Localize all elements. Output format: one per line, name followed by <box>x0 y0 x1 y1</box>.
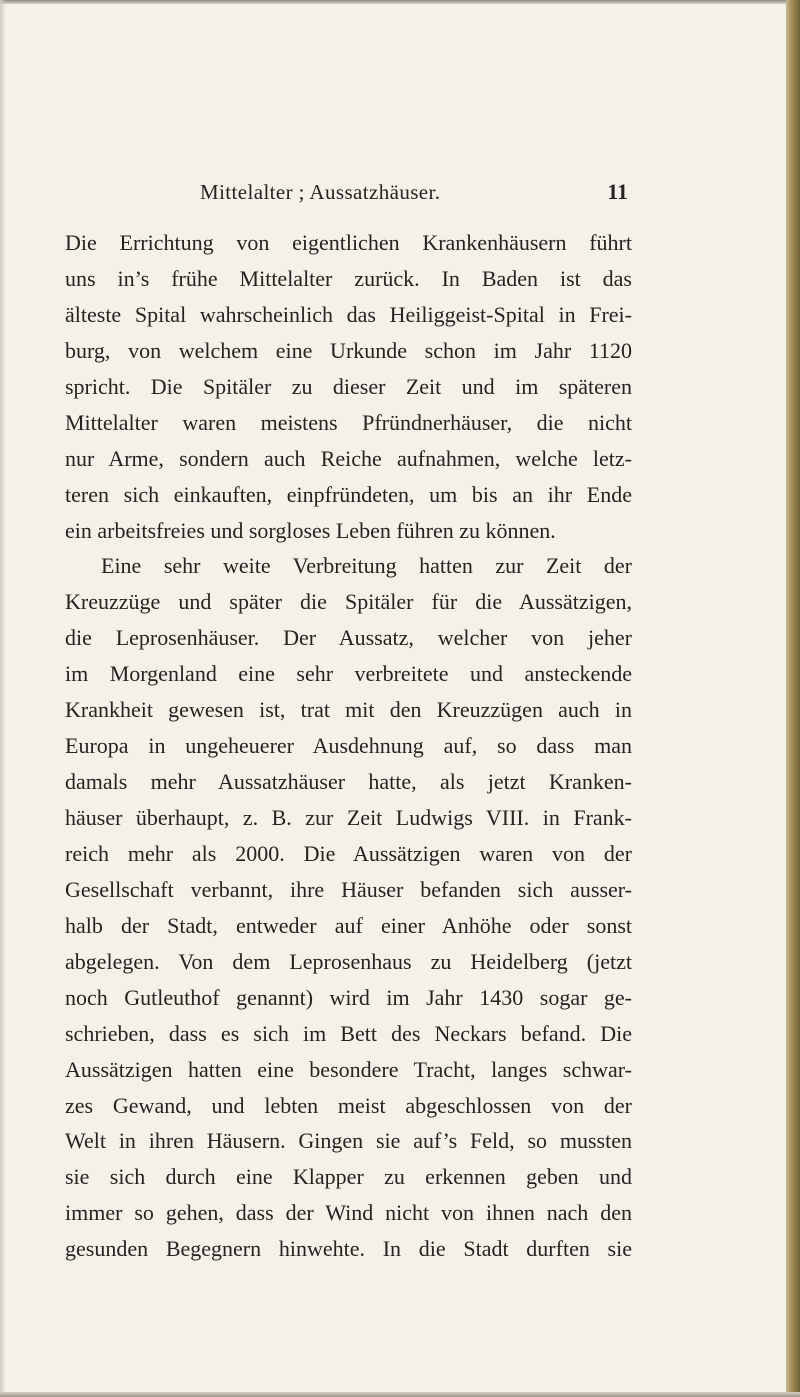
text-line: Europa in ungeheuerer Ausdehnung auf, so dass man <box>65 733 632 759</box>
text-line: Krankheit gewesen ist, trat mit den Kreuzzügen auch in <box>65 697 632 723</box>
text-line: häuser überhaupt, z. B. zur Zeit Ludwigs VIII. in Frank- <box>65 805 632 830</box>
text-line: Aussätzigen hatten eine besondere Tracht, langes schwar- <box>65 1056 632 1082</box>
text-line: burg, von welchem eine Urkunde schon im Jahr 1120 <box>65 337 632 363</box>
page-left-shadow <box>0 0 6 1397</box>
page-number: 11 <box>607 179 628 204</box>
text-line: schrieben, dass es sich im Bett des Neckars befand. Die <box>65 1020 632 1046</box>
text-line: spricht. Die Spitäler zu dieser Zeit und im späteren <box>65 373 632 399</box>
text-line: Mittelalter waren meistens Pfründnerhäuser, die nicht <box>65 409 632 435</box>
text-line: Gesellschaft verbannt, ihre Häuser befanden sich ausser- <box>65 876 632 902</box>
text-line: Die Errichtung von eigentlichen Krankenhäusern führt <box>65 230 632 255</box>
text-line: reich mehr als 2000. Die Aussätzigen waren von der <box>65 840 632 866</box>
body-text <box>65 225 632 1267</box>
book-binding-edge <box>786 0 800 1397</box>
running-head: Mittelalter ; Aussatzhäuser. <box>200 180 441 204</box>
text-line: im Morgenland eine sehr verbreitete und ansteckende <box>65 661 632 687</box>
text-line: gesunden Begegnern hinwehte. In die Stadt durften sie <box>65 1236 632 1262</box>
text-line: immer so gehen, dass der Wind nicht von ihnen nach den <box>65 1200 632 1226</box>
text-line: uns in’s frühe Mittelalter zurück. In Baden ist das <box>65 265 632 291</box>
text-line: damals mehr Aussatzhäuser hatte, als jetzt Kranken- <box>65 769 632 795</box>
text-line: die Leprosenhäuser. Der Aussatz, welcher von jeher <box>65 625 632 651</box>
text-line: zes Gewand, und lebten meist abgeschlossen von der <box>65 1092 632 1118</box>
text-line: Kreuzzüge und später die Spitäler für die Aussätzigen, <box>65 589 632 615</box>
page-top-edge <box>0 0 800 4</box>
page-header <box>168 180 628 206</box>
text-line: ein arbeitsfreies und sorgloses Leben führen zu können. <box>65 517 556 543</box>
text-line: abgelegen. Von dem Leprosenhaus zu Heidelberg (jetzt <box>65 948 632 974</box>
page-bottom-edge <box>0 1392 800 1397</box>
text-line: nur Arme, sondern auch Reiche aufnahmen, welche letz- <box>65 445 632 471</box>
text-line: halb der Stadt, entweder auf einer Anhöhe oder sonst <box>65 912 632 938</box>
text-line: teren sich einkauften, einpfründeten, um bis an ihr Ende <box>65 481 632 507</box>
text-line: Eine sehr weite Verbreitung hatten zur Zeit der <box>101 553 632 579</box>
text-line: noch Gutleuthof genannt) wird im Jahr 1430 sogar ge- <box>65 984 632 1010</box>
text-line: älteste Spital wahrscheinlich das Heiliggeist-Spital in Frei- <box>65 301 632 327</box>
text-line: Welt in ihren Häusern. Gingen sie auf’s Feld, so mussten <box>65 1128 632 1154</box>
text-line: sie sich durch eine Klapper zu erkennen geben und <box>65 1164 632 1190</box>
